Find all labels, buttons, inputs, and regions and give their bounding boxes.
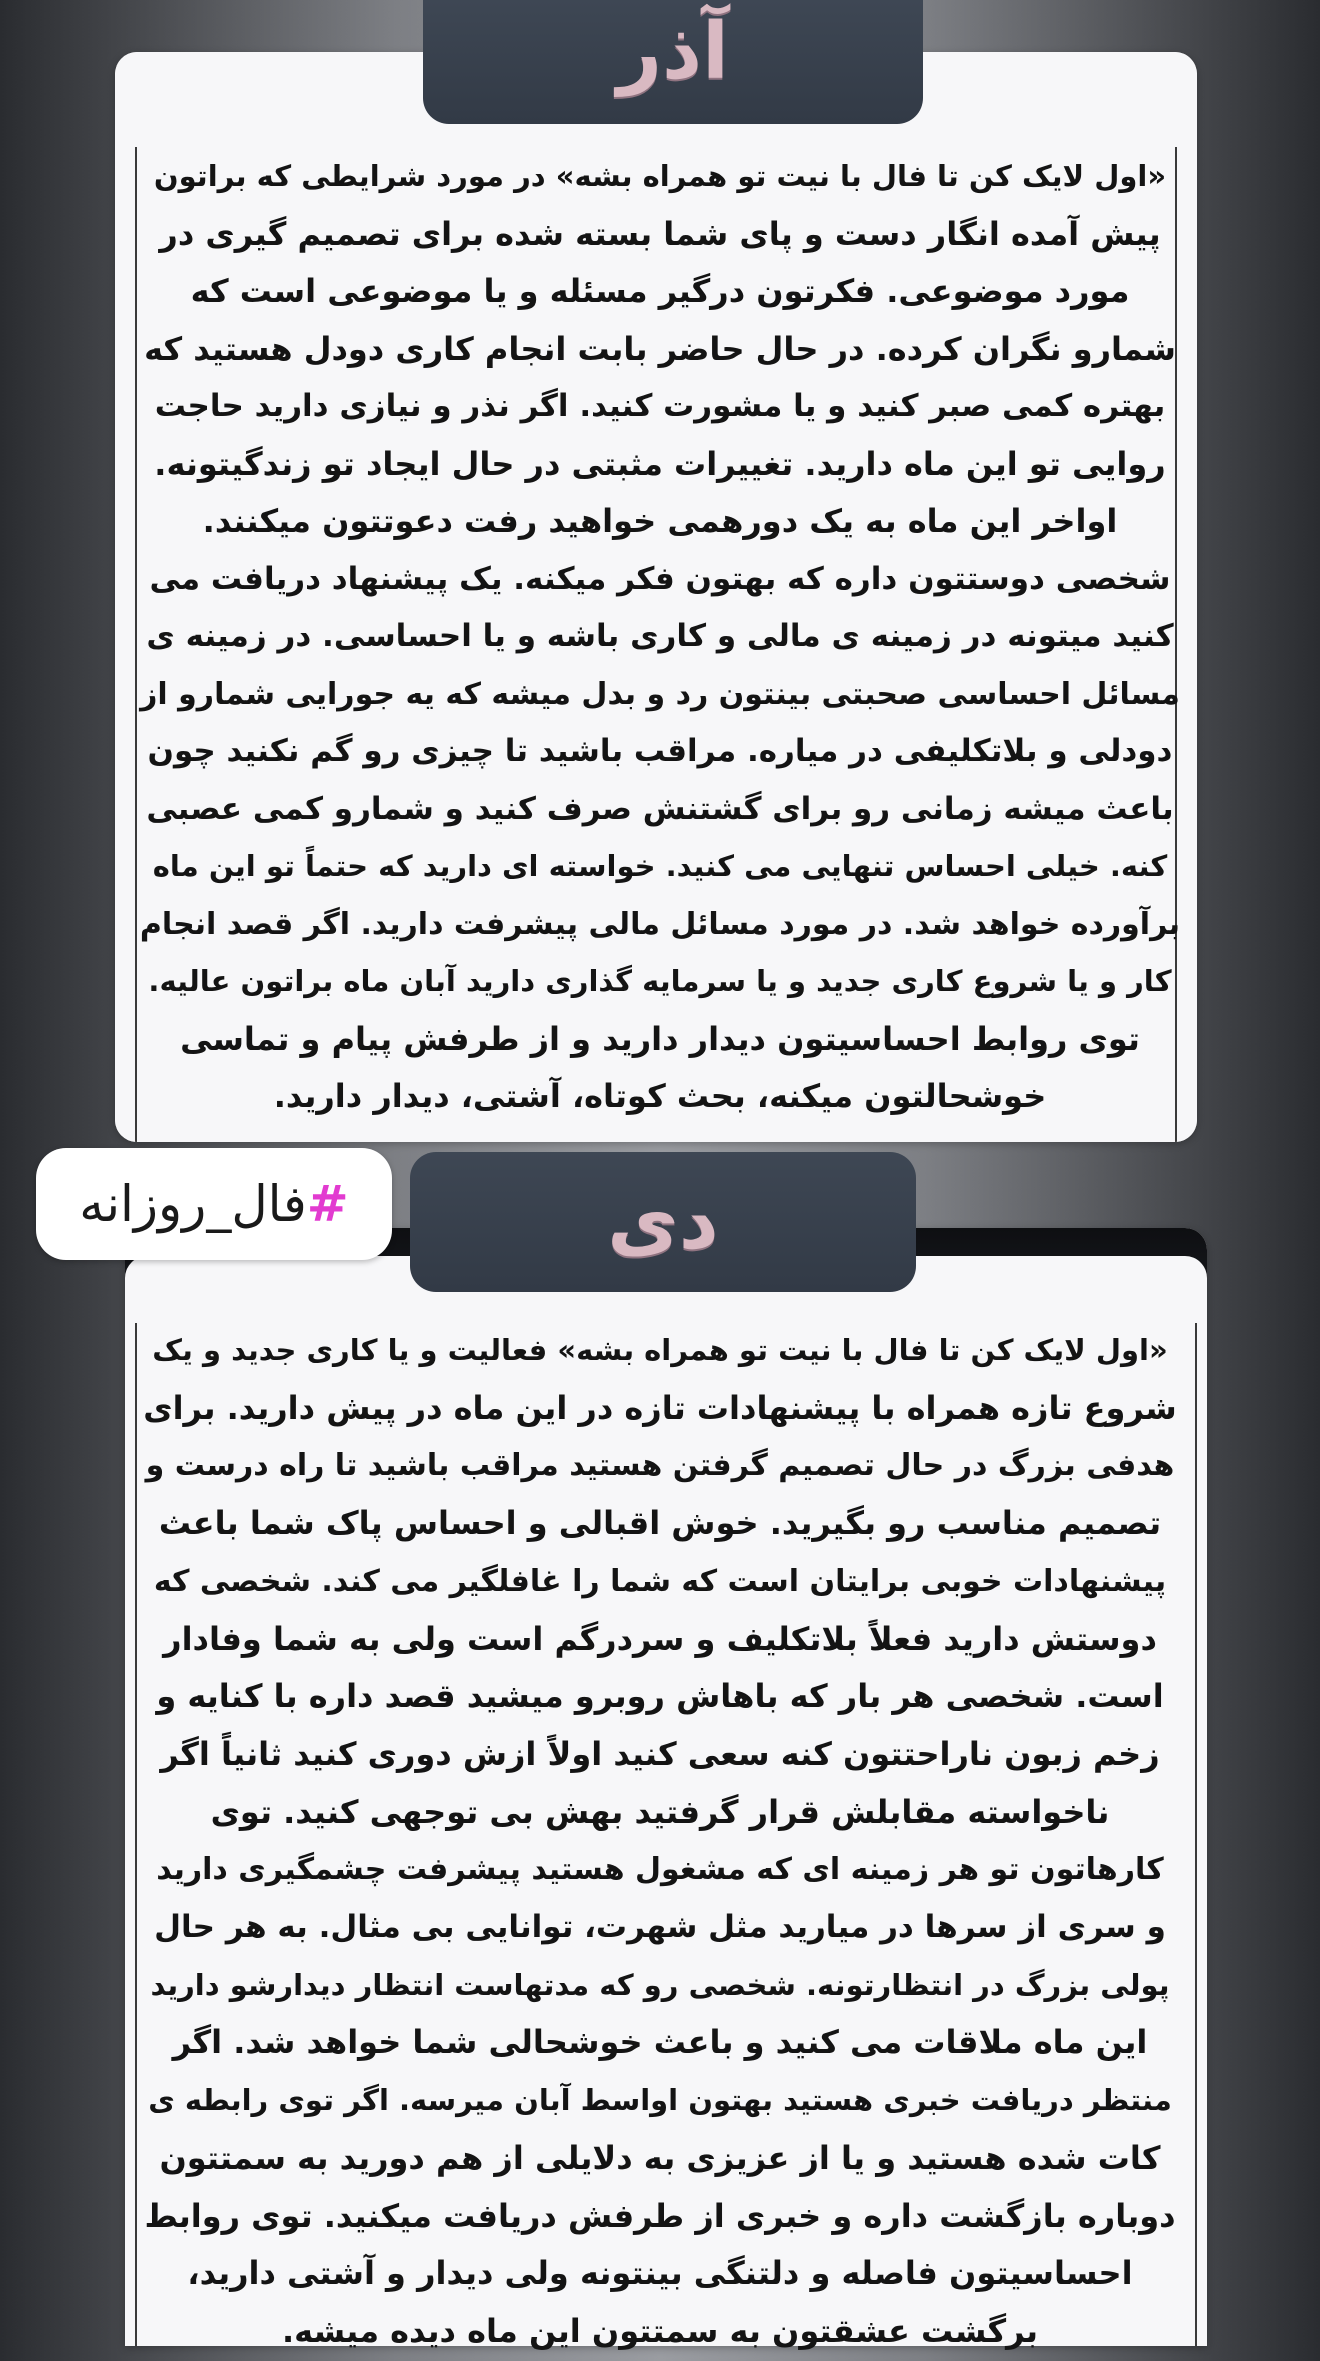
text-line: کات شده هستید و یا از عزیزی به دلایلی از هم دورید به سمتتون (159, 2138, 1161, 2177)
text-line: منتظر دریافت خبری هستید بهتون اواسط آبان میرسه. اگر توی رابطه ی (148, 2083, 1172, 2118)
dey-horoscope-text (140, 1322, 1180, 2361)
text-line: روایی تو این ماه دارید. تغییرات مثبتی در حال ایجاد تو زندگیتونه. (154, 444, 1166, 483)
text-line: برگشت عشقتون به سمتتون این ماه دیده میشه. (282, 2311, 1038, 2350)
text-line: این ماه ملاقات می کنید و باعث خوشحالی شما خواهد شد. اگر (172, 2023, 1148, 2062)
azar-title: آذر (423, 0, 923, 124)
text-line: پیشنهادات خوبی برایتان است که شما را غافلگیر می کند. شخصی که (153, 1563, 1167, 1599)
text-line: کنه. خیلی احساس تنهایی می کنید. خواسته ای دارید که حتماً تو این ماه (152, 849, 1168, 883)
text-line: دوباره بازگشت داره و خبری از طرفش دریافت میکنید. توی روابط (144, 2196, 1176, 2235)
dey-title: دی (410, 1152, 916, 1292)
text-line: توی روابط احساسیتون دیدار دارید و از طرفش پیام و تماسی (180, 1019, 1140, 1058)
text-line: مورد موضوعی. فکرتون درگیر مسئله و یا موضوعی است که (190, 272, 1130, 310)
text-line: اواخر این ماه به یک دورهمی خواهید رفت دعوتتون میکنند. (202, 502, 1118, 540)
left-border-line (135, 147, 137, 1142)
hashtag-sticker[interactable] (36, 1148, 392, 1260)
text-line: خوشحالتون میکنه، بحث کوتاه، آشتی، دیدار دارید. (273, 1077, 1047, 1115)
text-line: تصمیم مناسب رو بگیرید. خوش اقبالی و احساس پاک شما باعث (158, 1504, 1162, 1543)
text-line: برآورده خواهد شد. در مورد مسائل مالی پیشرفت دارید. اگر قصد انجام (139, 906, 1180, 942)
text-line: کنید میتونه در زمینه ی مالی و کاری باشه و یا احساسی. در زمینه ی (146, 618, 1174, 654)
text-line: مسائل احساسی صحبتی بینتون رد و بدل میشه که یه جورایی شمارو از (140, 676, 1180, 712)
text-line: شروع تازه همراه با پیشنهادات تازه در این ماه در پیش دارید. برای (143, 1388, 1177, 1427)
text-line: دودلی و بلاتکلیفی در میاره. مراقب باشید تا چیزی رو گم نکنید چون (147, 733, 1173, 769)
text-line: زخم زبون ناراحتتون کنه سعی کنید اولاً ازش دوری کنید ثانیاً اگر (160, 1734, 1160, 1773)
text-line: است. شخصی هر بار که باهاش روبرو میشید قصد داره با کنایه و (156, 1677, 1164, 1716)
text-line: باعث میشه زمانی رو برای گشتنش صرف کنید و شمارو کمی عصبی (146, 790, 1174, 827)
text-line: شخصی دوستتون داره که بهتون فکر میکنه. یک پیشنهاد دریافت می (149, 560, 1171, 597)
text-line: پیش آمده انگار دست و پای شما بسته شده برای تصمیم گیری در (159, 214, 1161, 253)
text-line: هدفی بزرگ در حال تصمیم گرفتن هستید مراقب باشید تا راه درست و (145, 1448, 1175, 1484)
text-line: دوستش دارید فعلاً بلاتکلیف و سردرگم است ولی به شما وفادار (163, 1619, 1157, 1658)
hashtag-text: فال_روزانه (79, 1175, 307, 1233)
text-line: احساسیتون فاصله و دلتنگی بینتونه ولی دیدار و آشتی دارید، (187, 2254, 1133, 2293)
text-line: کارهاتون تو هر زمینه ای که مشغول هستید پیشرفت چشمگیری دارید (156, 1852, 1164, 1888)
text-line: کار و یا شروع کاری جدید و یا سرمایه گذاری دارید آبان ماه براتون عالیه. (148, 964, 1172, 998)
text-line: شمارو نگران کرده. در حال حاضر بابت انجام کاری دودل هستید که (144, 329, 1176, 368)
text-line: ناخواسته مقابلش قرار گرفتید بهش بی توجهی کنید. توی (210, 1792, 1110, 1831)
text-line: و سری از سرها در میارید مثل شهرت، توانایی بی مثال. به هر حال (154, 1909, 1166, 1946)
text-line: بهتره کمی صبر کنید و یا مشورت کنید. اگر نذر و نیازی دارید حاجت (154, 388, 1166, 424)
text-line: «اول لایک کن تا فال با نیت تو همراه بشه» فعالیت و یا کاری جدید و یک (152, 1333, 1168, 1367)
right-border-line (1195, 1323, 1197, 2346)
left-border-line (135, 1323, 137, 2346)
azar-horoscope-text (140, 148, 1180, 1126)
hashtag-symbol: # (306, 1175, 349, 1233)
text-line: پولی بزرگ در انتظارتونه. شخصی رو که مدتهاست انتظار دیدارشو دارید (150, 1967, 1170, 2002)
text-line: «اول لایک کن تا فال با نیت تو همراه بشه» در مورد شرایطی که براتون (153, 159, 1167, 193)
